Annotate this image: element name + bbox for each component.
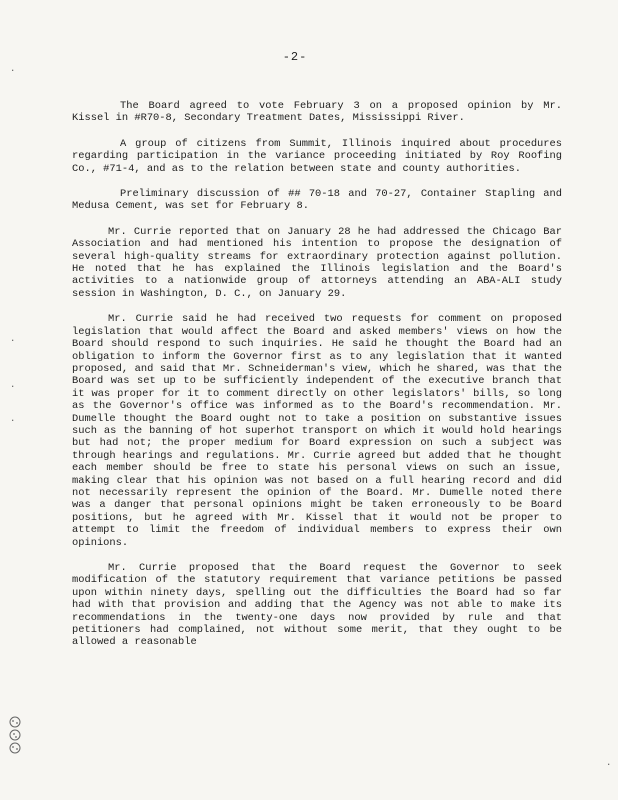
margin-mark: · [10, 66, 16, 76]
paragraph-variance-petitions: Mr. Currie proposed that the Board request the Governor to seek modification of the statutory requirement that variance petitions be passed upon within ninety days, spelling out the difficulties the Board had so far had with that provision and adding that the Agency was not able to make its recommendations in the twenty-one days now provided by rule and that petitioners had complained, not without some merit, that they ought to be allowed a reasonable [72, 562, 562, 649]
paragraph-citizens-inquiry: A group of citizens from Summit, Illinois inquired about procedures regarding participation in the variance proceeding initiated by Roy Roofing Co., #71-4, and as to the relation between state and county authorities. [72, 137, 562, 175]
paragraph-opinion-vote: The Board agreed to vote February 3 on a proposed opinion by Mr. Kissel in #R70-8, Secondary Treatment Dates, Mississippi River. [72, 100, 562, 125]
paragraph-legislation-comment: Mr. Currie said he had received two requests for comment on proposed legislation that would affect the Board and asked members' views on how the Board should respond to such inquiries. He said he thought the Board had an obligation to inform the Governor first as to any legislation that it wanted proposed, and said that Mr. Schneiderman's view, which he shared, was that the Board was set up to be sufficiently independent of the executive branch that it was proper for it to comment directly on other legislators' bills, so long as the Governor's office was informed as to the Board's recommendation. Mr. Dumelle thought the Board ought not to take a position on substantive issues such as the banning of hot superhot transport on which it would hold hearings but had not; the proper medium for Board expression on such a subject was through hearings and regulations. Mr. Currie agreed but added that he thought each member should be free to state his personal views on such an issue, making clear that his opinion was not based on a full hearing record and did not necessarily represent the opinion of the Board. Mr. Dumelle noted there was a danger that personal opinions might be taken erroneously to be Board positions, but he agreed with Mr. Kissel that it would not be proper to attempt to limit the freedom of individual members to express their own opinions. [72, 313, 562, 549]
margin-mark: · [10, 416, 16, 426]
page-number: -2- [282, 50, 308, 64]
margin-mark: · [10, 336, 16, 346]
margin-mark: · [606, 760, 612, 770]
margin-mark: · [10, 382, 16, 392]
paragraph-preliminary-discussion: Preliminary discussion of ## 70-18 and 70-27, Container Stapling and Medusa Cement, was set for February 8. [72, 188, 562, 213]
punch-hole-stamp [4, 714, 26, 756]
paragraph-bar-association: Mr. Currie reported that on January 28 he had addressed the Chicago Bar Association and had mentioned his intention to propose the designation of several high-quality streams for extraordinary protection against pollution. He noted that he has explained the Illinois legislation and the Board's activities to a nationwide group of attorneys attending an ABA-ALI study session in Washington, D. C., on January 29. [72, 225, 562, 300]
document-body [72, 100, 562, 662]
